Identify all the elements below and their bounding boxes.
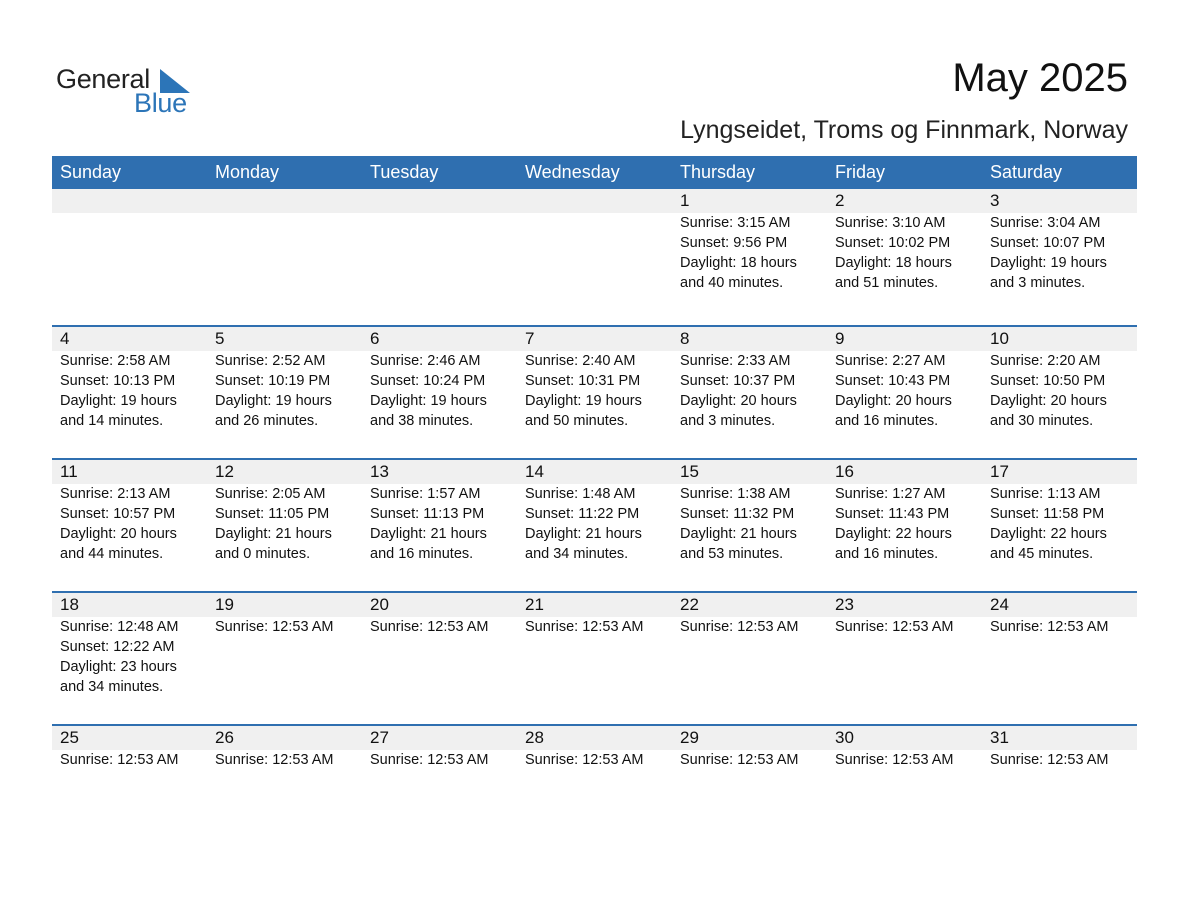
day-number: 3: [990, 191, 1000, 210]
day-info-line: Sunrise: 3:04 AM: [990, 215, 1101, 231]
weekday-saturday: Saturday: [990, 162, 1063, 182]
day-number: 26: [215, 728, 234, 747]
day-info-line: Sunrise: 12:53 AM: [680, 752, 799, 768]
weekday-thursday: Thursday: [680, 162, 756, 182]
page-title: May 2025: [952, 56, 1128, 100]
day-info-line: Sunset: 10:31 PM: [525, 373, 641, 389]
day-info-line: Sunset: 10:24 PM: [370, 373, 486, 389]
day-info-line: Daylight: 21 hours: [525, 526, 642, 542]
day-info-line: Sunrise: 12:53 AM: [60, 752, 179, 768]
day-info-line: Sunset: 10:50 PM: [990, 373, 1106, 389]
day-cell: [982, 593, 1137, 697]
day-info-line: Sunrise: 2:58 AM: [60, 353, 171, 369]
day-info-line: Daylight: 21 hours: [215, 526, 332, 542]
day-cell: [672, 593, 827, 697]
day-number: 31: [990, 728, 1009, 747]
weekday-tuesday: Tuesday: [370, 162, 439, 182]
day-number: 25: [60, 728, 79, 747]
day-info-line: Sunrise: 12:53 AM: [370, 752, 489, 768]
week-row: [52, 591, 1137, 724]
day-cell: [517, 327, 672, 431]
day-cell: [672, 327, 827, 431]
day-info-line: Sunset: 11:58 PM: [990, 506, 1105, 522]
day-number: 8: [680, 329, 690, 348]
day-cell: [207, 726, 362, 770]
day-number: 16: [835, 462, 854, 481]
day-cell: [827, 460, 982, 564]
day-info-line: and 14 minutes.: [60, 413, 164, 429]
day-info-line: Daylight: 20 hours: [60, 526, 177, 542]
day-cell: [517, 460, 672, 564]
day-number: 17: [990, 462, 1009, 481]
calendar: [52, 156, 1137, 804]
day-number: [60, 189, 207, 213]
day-number: [525, 189, 672, 213]
empty-day-cell: [52, 189, 207, 293]
day-number: 11: [60, 462, 78, 481]
week-days: [52, 327, 1137, 431]
day-info-line: Sunrise: 12:53 AM: [835, 619, 954, 635]
day-cell: [207, 460, 362, 564]
day-number: 21: [525, 595, 544, 614]
day-info-line: Sunset: 11:32 PM: [680, 506, 795, 522]
day-cell: [827, 593, 982, 697]
day-info-line: Daylight: 18 hours: [680, 255, 797, 271]
day-number: 9: [835, 329, 845, 348]
day-cell: [52, 327, 207, 431]
day-info-line: Sunrise: 2:52 AM: [215, 353, 326, 369]
logo: [56, 64, 196, 120]
day-info-line: and 50 minutes.: [525, 413, 629, 429]
day-info-line: Sunrise: 12:48 AM: [60, 619, 179, 635]
day-cell: [827, 726, 982, 770]
day-number: [370, 189, 517, 213]
day-number: 15: [680, 462, 699, 481]
calendar-grid: [52, 189, 1137, 804]
day-info-line: Sunrise: 2:05 AM: [215, 486, 326, 502]
day-number: 24: [990, 595, 1009, 614]
day-cell: [517, 593, 672, 697]
day-cell: [207, 327, 362, 431]
day-number: 23: [835, 595, 854, 614]
day-info-line: and 26 minutes.: [215, 413, 319, 429]
day-info-line: and 3 minutes.: [680, 413, 776, 429]
day-info-line: and 44 minutes.: [60, 546, 164, 562]
day-info-line: and 30 minutes.: [990, 413, 1094, 429]
day-number: 13: [370, 462, 389, 481]
day-info-line: Sunrise: 1:27 AM: [835, 486, 946, 502]
day-cell: [672, 460, 827, 564]
day-info-line: Sunrise: 12:53 AM: [370, 619, 489, 635]
day-info-line: and 38 minutes.: [370, 413, 474, 429]
week-days: [52, 460, 1137, 564]
day-number: 30: [835, 728, 854, 747]
day-info-line: Daylight: 20 hours: [990, 393, 1107, 409]
day-info-line: Sunset: 11:43 PM: [835, 506, 950, 522]
day-number: 14: [525, 462, 544, 481]
day-info-line: and 16 minutes.: [370, 546, 474, 562]
day-info-line: Sunset: 10:57 PM: [60, 506, 176, 522]
day-number: 27: [370, 728, 389, 747]
weekday-monday: Monday: [215, 162, 280, 182]
day-info-line: Daylight: 19 hours: [370, 393, 487, 409]
day-info-line: Sunrise: 1:48 AM: [525, 486, 636, 502]
day-cell: [672, 189, 827, 293]
day-cell: [52, 593, 207, 697]
day-cell: [982, 327, 1137, 431]
day-info-line: Daylight: 19 hours: [60, 393, 177, 409]
day-info-line: Sunrise: 3:10 AM: [835, 215, 946, 231]
day-info-line: and 51 minutes.: [835, 275, 939, 291]
day-info-line: Sunrise: 2:46 AM: [370, 353, 481, 369]
day-cell: [827, 189, 982, 293]
day-number: 7: [525, 329, 535, 348]
day-info-line: Sunrise: 3:15 AM: [680, 215, 791, 231]
day-number: 10: [990, 329, 1009, 348]
day-info-line: Sunset: 10:19 PM: [215, 373, 331, 389]
logo-word-blue: Blue: [134, 88, 187, 118]
day-info-line: Daylight: 23 hours: [60, 659, 177, 675]
day-info-line: Sunrise: 12:53 AM: [835, 752, 954, 768]
day-info-line: Sunrise: 12:53 AM: [525, 619, 644, 635]
day-info-line: Sunrise: 2:20 AM: [990, 353, 1101, 369]
day-cell: [362, 327, 517, 431]
day-number: 22: [680, 595, 699, 614]
day-info-line: Daylight: 21 hours: [370, 526, 487, 542]
day-info-line: and 34 minutes.: [525, 546, 629, 562]
day-info-line: Sunrise: 12:53 AM: [680, 619, 799, 635]
day-info-line: Sunrise: 12:53 AM: [525, 752, 644, 768]
day-number: 5: [215, 329, 225, 348]
week-row: [52, 724, 1137, 804]
day-number: 29: [680, 728, 699, 747]
day-info-line: Daylight: 20 hours: [835, 393, 952, 409]
day-cell: [362, 593, 517, 697]
day-number: 1: [680, 191, 690, 210]
day-info-line: Sunset: 11:05 PM: [215, 506, 330, 522]
day-cell: [982, 189, 1137, 293]
day-info-line: Daylight: 20 hours: [680, 393, 797, 409]
weekday-sunday: Sunday: [60, 162, 122, 182]
week-row: [52, 458, 1137, 591]
week-row: [52, 325, 1137, 458]
empty-day-cell: [362, 189, 517, 293]
day-info-line: Sunrise: 12:53 AM: [215, 619, 334, 635]
day-info-line: Sunrise: 12:53 AM: [990, 619, 1109, 635]
day-info-line: Sunrise: 2:27 AM: [835, 353, 946, 369]
empty-day-cell: [207, 189, 362, 293]
day-info-line: and 34 minutes.: [60, 679, 164, 695]
week-days: [52, 189, 1137, 293]
week-days: [52, 593, 1137, 697]
day-info-line: and 3 minutes.: [990, 275, 1086, 291]
day-number: 20: [370, 595, 389, 614]
day-info-line: Daylight: 21 hours: [680, 526, 797, 542]
day-info-line: and 16 minutes.: [835, 413, 939, 429]
day-number: 2: [835, 191, 845, 210]
day-info-line: Sunrise: 1:57 AM: [370, 486, 481, 502]
day-info-line: Sunrise: 2:13 AM: [60, 486, 171, 502]
day-cell: [52, 726, 207, 770]
day-cell: [362, 726, 517, 770]
day-info-line: Sunrise: 12:53 AM: [215, 752, 334, 768]
day-info-line: Sunrise: 2:40 AM: [525, 353, 636, 369]
day-info-line: Sunset: 10:43 PM: [835, 373, 951, 389]
day-info-line: Sunrise: 1:38 AM: [680, 486, 791, 502]
day-info-line: Sunrise: 12:53 AM: [990, 752, 1109, 768]
empty-day-cell: [517, 189, 672, 293]
weekday-wednesday: Wednesday: [525, 162, 620, 182]
day-number: 4: [60, 329, 70, 348]
location-subtitle: Lyngseidet, Troms og Finnmark, Norway: [680, 116, 1128, 144]
weekday-friday: Friday: [835, 162, 886, 182]
day-info-line: Sunrise: 2:33 AM: [680, 353, 791, 369]
day-info-line: Sunset: 10:37 PM: [680, 373, 796, 389]
day-info-line: Sunset: 10:13 PM: [60, 373, 176, 389]
day-info-line: Sunset: 11:13 PM: [370, 506, 485, 522]
day-info-line: and 16 minutes.: [835, 546, 939, 562]
day-info-line: and 53 minutes.: [680, 546, 784, 562]
week-row: [52, 189, 1137, 325]
day-cell: [362, 460, 517, 564]
day-info-line: Sunset: 10:07 PM: [990, 235, 1106, 251]
day-info-line: Sunset: 9:56 PM: [680, 235, 788, 251]
day-info-line: and 45 minutes.: [990, 546, 1094, 562]
day-info-line: Daylight: 22 hours: [835, 526, 952, 542]
day-number: [215, 189, 362, 213]
day-cell: [672, 726, 827, 770]
week-days: [52, 726, 1137, 770]
weekday-header: [52, 156, 1137, 189]
day-number: 6: [370, 329, 380, 348]
day-info-line: Sunset: 11:22 PM: [525, 506, 640, 522]
day-number: 19: [215, 595, 234, 614]
day-cell: [827, 327, 982, 431]
day-number: 28: [525, 728, 544, 747]
day-cell: [982, 726, 1137, 770]
day-info-line: Sunrise: 1:13 AM: [990, 486, 1101, 502]
day-cell: [982, 460, 1137, 564]
day-info-line: Daylight: 19 hours: [215, 393, 332, 409]
logo-word-general: General: [56, 64, 150, 94]
day-number: 18: [60, 595, 79, 614]
day-info-line: Sunset: 12:22 AM: [60, 639, 175, 655]
day-cell: [517, 726, 672, 770]
day-number: 12: [215, 462, 234, 481]
day-cell: [207, 593, 362, 697]
day-info-line: and 0 minutes.: [215, 546, 311, 562]
day-info-line: and 40 minutes.: [680, 275, 784, 291]
day-info-line: Daylight: 22 hours: [990, 526, 1107, 542]
day-info-line: Daylight: 19 hours: [525, 393, 642, 409]
day-cell: [52, 460, 207, 564]
day-info-line: Daylight: 18 hours: [835, 255, 952, 271]
day-info-line: Daylight: 19 hours: [990, 255, 1107, 271]
day-info-line: Sunset: 10:02 PM: [835, 235, 951, 251]
